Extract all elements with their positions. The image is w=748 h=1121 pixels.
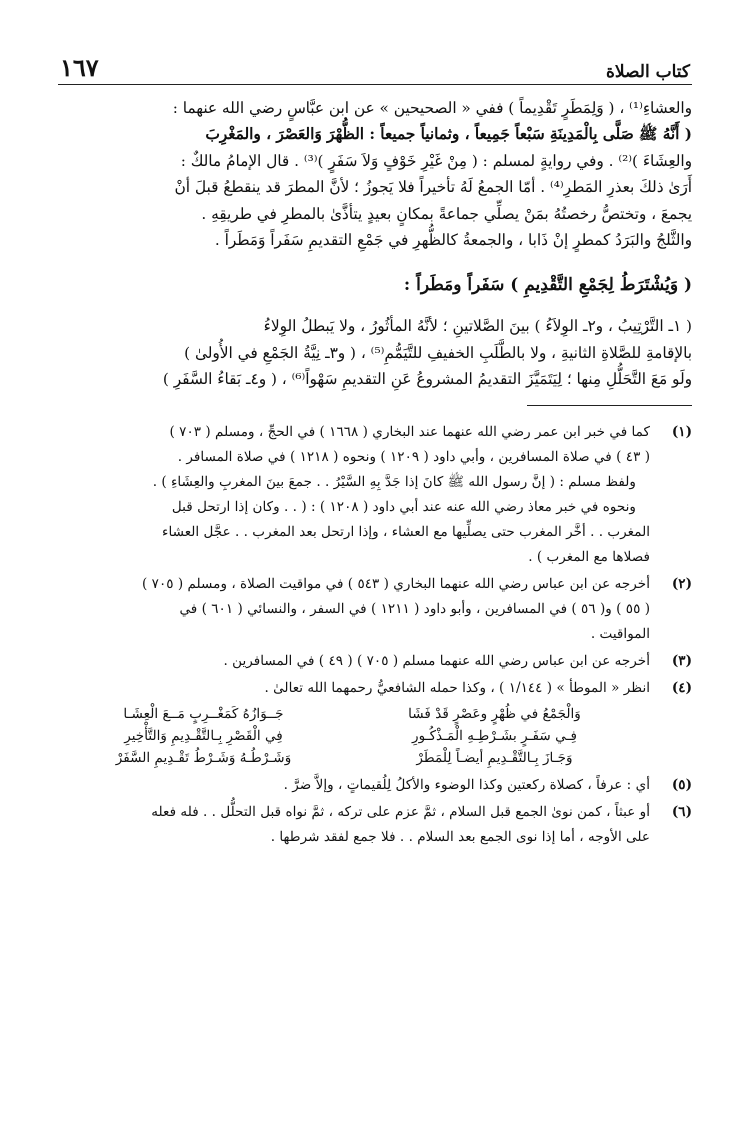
footnote-line: فصلاها مع المغرب ) . bbox=[528, 548, 650, 565]
book-page bbox=[58, 48, 692, 1098]
text-line: بالإقامةِ للصَّلاةِ الثانيةِ ، ولا بالطَّلَبِ الخفيفِ للتَّيَمُّمِ⁽⁵⁾ ، ( و٣ـ نِيَّةُ الجَمْعِ في الأُولىٰ ) bbox=[184, 343, 692, 362]
text-line: والثَّلجُ والبَرَدُ كمطرٍ إنْ ذَابا ، والجمعةُ كالظُّهرِ في جَمْعِ التقديمِ سَفَراً وَمَطَراً . bbox=[214, 231, 692, 250]
footnote-3 bbox=[58, 649, 692, 674]
footnote-6 bbox=[58, 800, 692, 850]
footnote-number: (٢) bbox=[671, 575, 692, 592]
footnote-line: ( ٤٣ ) في صلاة المسافرين ، وأبي داود ( ١٢٠٩ ) ونحوه ( ١٢١٨ ) في صلاة المسافر . bbox=[177, 448, 650, 465]
footnote-4 bbox=[58, 676, 692, 771]
footnote-line: أو عبثاً ، كمن نوىٰ الجمع قبل السلام ، ثمَّ عزم على تركه ، ثمَّ نواه قبل التحلُّل . . فله فعله bbox=[151, 803, 650, 820]
footnote-line: المغرب . . أخَّر المغرب حتى يصلِّيها مع العشاء ، وإذا ارتحل بعد المغرب . . عجَّل العشاء bbox=[162, 523, 650, 540]
poem-verses bbox=[78, 703, 620, 769]
footnote-line: أخرجه عن ابن عباس رضي الله عنهما مسلم ( ٧٠٥ ) ( ٤٩ ) في المسافرين . bbox=[223, 652, 650, 669]
verse-hemistich: فِي الْقَصْرِ بِـالتَّقْـدِيمِ وَالتَّأْخِيرِ bbox=[124, 727, 283, 744]
page-number: ١٦٧ bbox=[60, 53, 99, 82]
book-title: كتاب الصلاة bbox=[605, 62, 690, 82]
footnote-line: أخرجه عن ابن عباس رضي الله عنهما البخاري ( ٥٤٣ ) في مواقيت الصلاة ، ومسلم ( ٧٠٥ ) bbox=[142, 575, 650, 592]
footnote-number: (٥) bbox=[671, 776, 692, 793]
verse-hemistich: وَجَـازَ بِـالتَّقْـدِيمِ أيضـاً لِلْمَطَرْ bbox=[416, 749, 573, 766]
hadith-line: ( أَنَّهُ ﷺ صَلَّى بِالْمَدِينَةِ سَبْعاً جَمِيعاً ، وثمانياً جميعاً : الظُّهْرَ وَالعَصْرَ ، والمَغْرِبَ bbox=[205, 125, 692, 144]
footnote-line: على الأوجه ، أما إذا نوى الجمع بعد السلام . . فلا جمع لفقد شرطها . bbox=[270, 828, 650, 845]
footnote-number: (٦) bbox=[671, 803, 692, 820]
footnote-number: (٤) bbox=[671, 679, 692, 696]
footnote-line: ولفظ مسلم : ( إنَّ رسول الله ﷺ كانَ إذا جَدَّ بِهِ السَّيْرُ . . جمعَ بينَ المغربِ والعِشَاءِ ) . bbox=[152, 473, 636, 490]
section-heading: ( وَيُشْتَرَطُ لِجَمْعِ التَّقْدِيمِ ) سَفَراً ومَطَراً : bbox=[403, 275, 692, 296]
main-text bbox=[58, 95, 692, 850]
verse-hemistich: فِـي سَفَـرٍ بشَـرْطِـهِ الْمَـذْكُـورِ bbox=[412, 727, 577, 744]
verse-hemistich: جَــوَازُهُ كَمَغْــرِبٍ مَــعَ الْعِشَـا bbox=[123, 705, 284, 722]
footnote-number: (١) bbox=[671, 423, 692, 440]
footnote-line: ( ٥٥ ) و( ٥٦ ) في المسافرين ، وأبو داود ( ١٢١١ ) في السفر ، والنسائي ( ٦٠١ ) في bbox=[179, 600, 650, 617]
text-line: أَرَىٰ ذلكَ بعذرِ المَطرِ⁽⁴⁾ . أمّا الجمعُ لَهُ تأخيراً فلا يَجوزُ ؛ لأنَّ المطرَ قد ينقطعُ قبلَ أنْ bbox=[174, 178, 692, 197]
text-line: يجمعَ ، وتختصُّ رخصتُهُ بمَنْ يصلِّي جماعةً بمكانٍ بعيدٍ يتأذَّىٰ بالمطرِ في طريقِهِ . bbox=[201, 204, 692, 223]
text-line: ولَو مَعَ التَّحَلُّلِ مِنها ؛ لِيَتَمَيَّزَ التقديمُ المشروعُ عَنِ التقديمِ سَهْواً⁽⁶⁾ ، ( و٤ـ بَقاءُ السَّفَرِ ) bbox=[162, 370, 692, 389]
text-line: ( ١ـ التَّرْتِيبُ ، و٢ـ الوِلاَءُ ) بينَ الصَّلاتينِ ؛ لأنَّهُ المأثُورُ ، ولا يَبطلُ الوِلاءُ bbox=[263, 317, 692, 336]
verse-hemistich: وَشَـرْطُـهُ وَشَـرْطُ تَقْـدِيمِ السَّفَرْ bbox=[115, 749, 292, 766]
footnote-line: كما في خبر ابن عمر رضي الله عنهما عند البخاري ( ١٦٦٨ ) في الحجِّ ، ومسلم ( ٧٠٣ ) bbox=[169, 423, 650, 440]
footnote-number: (٣) bbox=[671, 652, 692, 669]
footnote-line: انظر « الموطأ » ( ١/١٤٤ ) ، وكذا حمله الشافعيُّ رحمهما الله تعالىٰ . bbox=[264, 679, 650, 696]
text-line: والعشاءِ⁽¹⁾ ، ( وَلِمَطَرٍ تَقْدِيماً ) ففي « الصحيحين » عن ابن عبَّاسٍ رضي الله عنهما : bbox=[172, 99, 692, 117]
text-line: والعِشَاءَ )⁽²⁾ . وفي روايةٍ لمسلم : ( مِنْ غَيْرِ خَوْفٍ وَلاَ سَفَرٍ )⁽³⁾ . قال الإمامُ مالكٌ : bbox=[180, 151, 692, 170]
footnote-2 bbox=[58, 572, 692, 647]
footnote-separator bbox=[527, 405, 692, 406]
footnote-line: أي : عرفاً ، كصلاة ركعتين وكذا الوضوء والأكلُ لِلُقيماتٍ ، وإلاَّ ضرَّ . bbox=[283, 776, 650, 793]
footnote-1 bbox=[58, 420, 692, 570]
footnote-line: ونحوه في خبر معاذ رضي الله عنه عند أبي داود ( ١٢٠٨ ) : ( . . وكان إذا ارتحل قبل bbox=[171, 498, 636, 515]
footnote-line: المواقيت . bbox=[590, 625, 650, 642]
footnote-5 bbox=[58, 773, 692, 798]
page-header bbox=[58, 48, 692, 85]
verse-hemistich: وَالْجَمْعُ في ظُهْرٍ وعَصْرٍ قَدْ فَشَا bbox=[408, 705, 581, 722]
